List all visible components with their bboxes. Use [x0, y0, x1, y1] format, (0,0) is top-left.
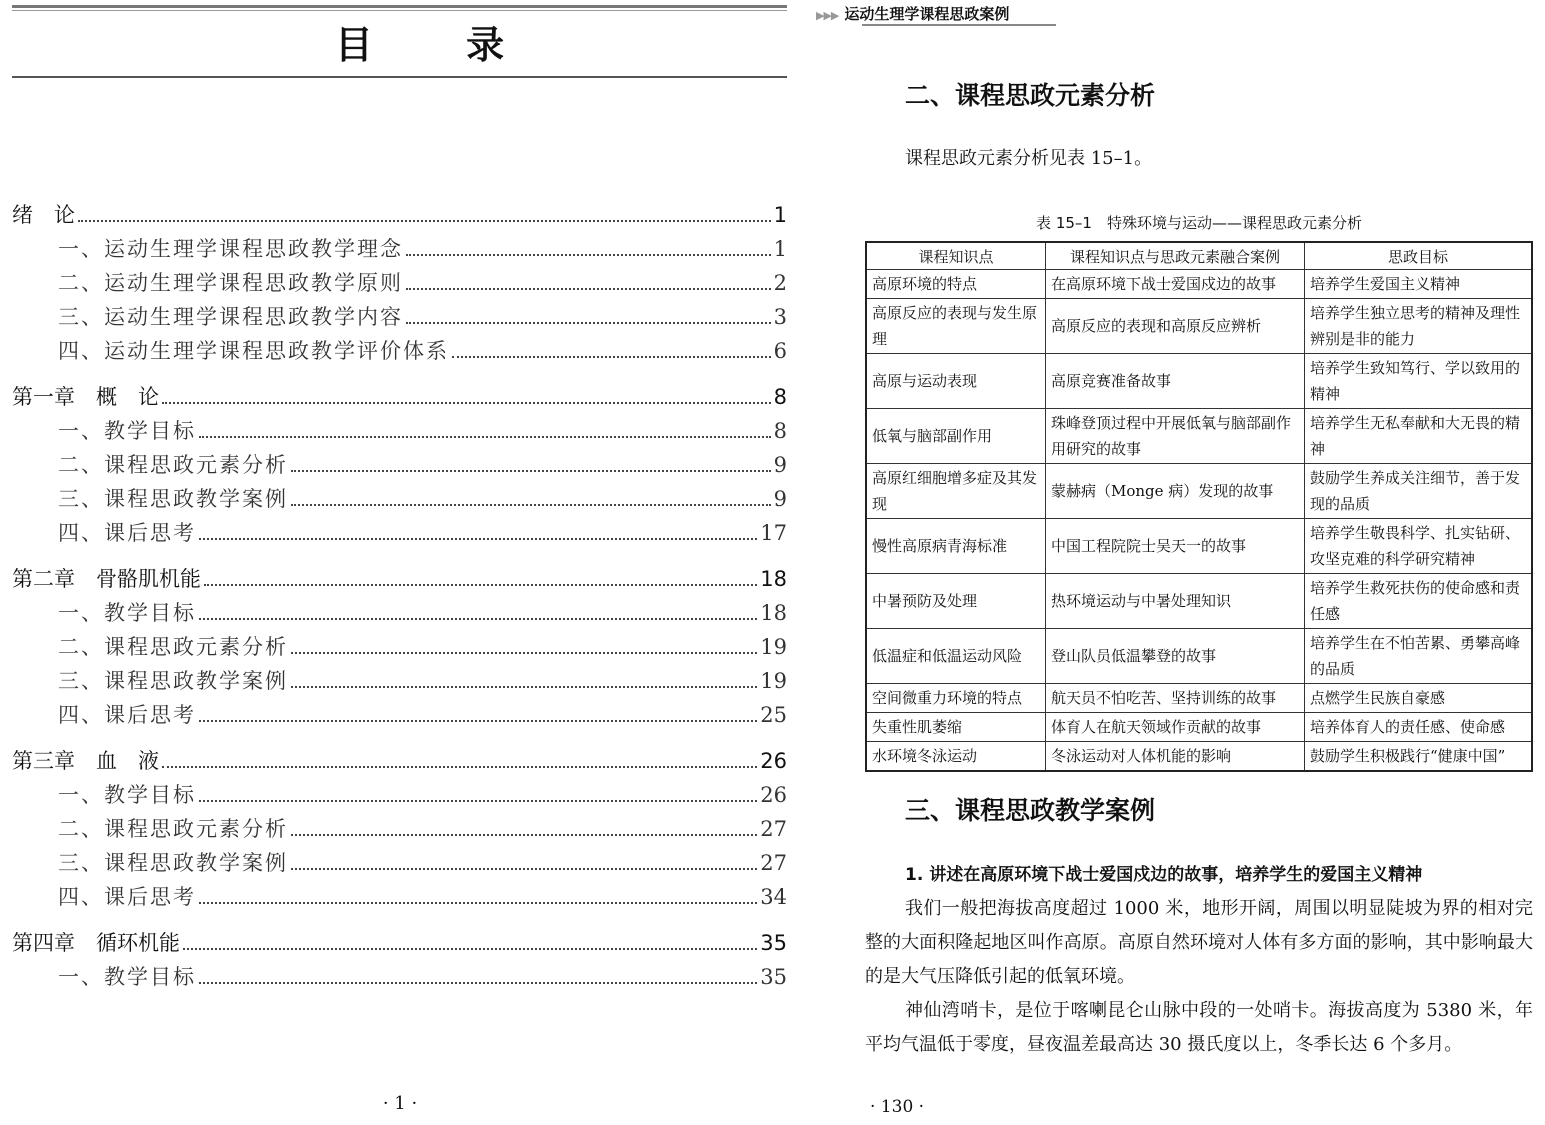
table-caption: 表 15–1 特殊环境与运动——课程思政元素分析: [1036, 214, 1362, 232]
toc-entry-title: 第四章 循环机能: [12, 931, 180, 955]
toc-title: 目 录: [334, 23, 545, 67]
toc-entry-title: 一、运动生理学课程思政教学理念: [58, 237, 403, 261]
table-cell: 培养学生无私奉献和大无畏的精神: [1305, 409, 1533, 464]
intro-text: 课程思政元素分析见表 15–1。: [905, 148, 1153, 169]
toc-page-number: 1: [773, 203, 787, 227]
table-cell: 珠峰登顶过程中开展低氧与脑部副作用研究的故事: [1046, 409, 1305, 464]
toc-section-entry: [12, 596, 787, 630]
toc-chapter-entry: [12, 926, 787, 960]
toc-entry-title: 三、运动生理学课程思政教学内容: [58, 305, 403, 329]
body-paragraph: 神仙湾哨卡，是位于喀喇昆仑山脉中段的一处哨卡。海拔高度为 5380 米，年平均气温低于零度，昼夜温差最高达 30 摄氏度以上，冬季长达 6 个多月。: [865, 1000, 1533, 1055]
table-cell: 水环境冬泳运动: [866, 742, 1046, 772]
toc-chapter-entry: [12, 562, 787, 596]
toc-page-number: 3: [773, 305, 787, 329]
toc-section-entry: [12, 960, 787, 994]
table-header-row: [866, 242, 1532, 270]
section-heading-2: 二、课程思政元素分析: [905, 81, 1156, 110]
toc-entry-title: 绪 论: [12, 203, 75, 227]
toc-entry-title: 三、课程思政教学案例: [58, 669, 288, 693]
toc-section-entry: [12, 300, 787, 334]
toc-page-number: 26: [760, 749, 787, 773]
toc-leader-dots: [291, 685, 757, 688]
right-page: [800, 0, 1545, 1125]
title-rule: [12, 76, 787, 78]
table-cell: 高原环境的特点: [866, 270, 1046, 299]
table-cell: 高原红细胞增多症及其发现: [866, 464, 1046, 519]
toc-leader-dots: [199, 719, 757, 722]
toc-section-entry: [12, 482, 787, 516]
toc-entry-title: 第一章 概 论: [12, 385, 159, 409]
toc-leader-dots: [162, 765, 757, 768]
toc-leader-dots: [291, 867, 757, 870]
toc-leader-dots: [291, 469, 771, 472]
toc-page-number: 9: [773, 487, 787, 511]
toc-entry-title: 一、教学目标: [58, 965, 196, 989]
table-cell: 低温症和低温运动风险: [866, 629, 1046, 684]
toc-page-number: 25: [760, 703, 787, 727]
table-row: [866, 519, 1532, 574]
table-row: [866, 299, 1532, 354]
toc-page-number: 17: [760, 521, 787, 545]
table-row: [866, 409, 1532, 464]
running-head-text: 运动生理学课程思政案例: [844, 5, 1010, 23]
table-row: [866, 464, 1532, 519]
running-head: [816, 3, 1009, 24]
top-rule-thin: [12, 10, 787, 11]
toc-leader-dots: [199, 537, 757, 540]
toc-page-number: 18: [760, 601, 787, 625]
toc-section-entry: [12, 812, 787, 846]
toc-leader-dots: [199, 981, 757, 984]
case-title: 1. 讲述在高原环境下战士爱国戍边的故事，培养学生的爱国主义精神: [905, 865, 1423, 885]
toc-chapter-entry: [12, 744, 787, 778]
table-cell: 培养学生致知笃行、学以致用的精神: [1305, 354, 1533, 409]
table-cell: 热环境运动与中暑处理知识: [1046, 574, 1305, 629]
toc-leader-dots: [199, 901, 757, 904]
toc-page-number: 1: [773, 237, 787, 261]
table-cell: 低氧与脑部副作用: [866, 409, 1046, 464]
toc-leader-dots: [291, 503, 771, 506]
toc-section-entry: [12, 698, 787, 732]
table-row: [866, 742, 1532, 772]
table-cell: 空间微重力环境的特点: [866, 684, 1046, 713]
toc-entry-title: 第二章 骨骼肌机能: [12, 567, 201, 591]
toc-page-number: 18: [760, 567, 787, 591]
table-cell: 慢性高原病青海标准: [866, 519, 1046, 574]
table-cell: 高原与运动表现: [866, 354, 1046, 409]
toc-entry-title: 四、运动生理学课程思政教学评价体系: [58, 339, 449, 363]
toc-section-entry: [12, 266, 787, 300]
toc-leader-dots: [452, 355, 771, 358]
table-cell: 点燃学生民族自豪感: [1305, 684, 1533, 713]
table-cell: 培养学生在不怕苦累、勇攀高峰的品质: [1305, 629, 1533, 684]
toc-page-number: 9: [773, 453, 787, 477]
toc-entry-title: 二、课程思政元素分析: [58, 635, 288, 659]
triple-arrow-icon: ▶▶▶: [816, 9, 839, 22]
body-paragraph: 我们一般把海拔高度超过 1000 米，地形开阔，周围以明显陡坡为界的相对完整的大面积隆起地区叫作高原。高原自然环境对人体有多方面的影响，其中影响最大的是大气压降低引起的低氧环境。: [865, 898, 1533, 987]
table-cell: 鼓励学生积极践行“健康中国”: [1305, 742, 1533, 772]
section-heading-3: 三、课程思政教学案例: [905, 796, 1156, 825]
toc-entry-title: 三、课程思政教学案例: [58, 851, 288, 875]
toc-page-number: 8: [773, 385, 787, 409]
toc-leader-dots: [406, 253, 771, 256]
table-row: [866, 574, 1532, 629]
toc-entry-title: 四、课后思考: [58, 703, 196, 727]
table-cell: 航天员不怕吃苦、坚持训练的故事: [1046, 684, 1305, 713]
toc-page-number: 34: [760, 885, 787, 909]
table-header-cell: 思政目标: [1305, 242, 1533, 270]
toc-leader-dots: [406, 321, 771, 324]
toc-page-number: 26: [760, 783, 787, 807]
toc-section-entry: [12, 448, 787, 482]
toc-leader-dots: [291, 651, 757, 654]
table-cell: 冬泳运动对人体机能的影响: [1046, 742, 1305, 772]
table-cell: 鼓励学生养成关注细节，善于发现的品质: [1305, 464, 1533, 519]
toc-section-entry: [12, 846, 787, 880]
toc-page-number: 27: [760, 851, 787, 875]
toc-section-entry: [12, 334, 787, 368]
toc-section-entry: [12, 778, 787, 812]
table-cell: 培养学生救死扶伤的使命感和责任感: [1305, 574, 1533, 629]
ideology-elements-table: [865, 241, 1533, 772]
page-number-right: · 130 ·: [870, 1097, 925, 1117]
toc-section-entry: [12, 630, 787, 664]
toc-entry-title: 四、课后思考: [58, 521, 196, 545]
toc-leader-dots: [204, 583, 757, 586]
toc-entry-title: 三、课程思政教学案例: [58, 487, 288, 511]
top-rule: [12, 5, 787, 8]
toc-leader-dots: [162, 401, 771, 404]
toc-section-entry: [12, 414, 787, 448]
table-body: [866, 270, 1532, 772]
toc-section-entry: [12, 880, 787, 914]
toc-page-number: 19: [760, 669, 787, 693]
toc-page-number: 2: [773, 271, 787, 295]
toc-entry-title: 一、教学目标: [58, 601, 196, 625]
toc-entry-title: 第三章 血 液: [12, 749, 159, 773]
toc-page-number: 8: [773, 419, 787, 443]
table-cell: 培养学生独立思考的精神及理性辨别是非的能力: [1305, 299, 1533, 354]
table-cell: 高原反应的表现与发生原理: [866, 299, 1046, 354]
toc-entry-title: 二、课程思政元素分析: [58, 817, 288, 841]
table-cell: 高原反应的表现和高原反应辨析: [1046, 299, 1305, 354]
toc-page-number: 35: [760, 931, 787, 955]
toc-page-number: 27: [760, 817, 787, 841]
table-row: [866, 684, 1532, 713]
toc-entry-title: 二、课程思政元素分析: [58, 453, 288, 477]
toc-section-entry: [12, 516, 787, 550]
table-row: [866, 354, 1532, 409]
table-row: [866, 270, 1532, 299]
toc-entry-title: 一、教学目标: [58, 783, 196, 807]
table-cell: 培养学生爱国主义精神: [1305, 270, 1533, 299]
table-cell: 培养学生敬畏科学、扎实钻研、攻坚克难的科学研究精神: [1305, 519, 1533, 574]
table-row: [866, 713, 1532, 742]
toc-page-number: 35: [760, 965, 787, 989]
toc-chapter-entry: [12, 198, 787, 232]
toc-chapter-entry: [12, 380, 787, 414]
toc-leader-dots: [183, 947, 757, 950]
toc-page-number: 19: [760, 635, 787, 659]
toc-leader-dots: [199, 435, 771, 438]
toc-section-entry: [12, 232, 787, 266]
toc-page-number: 6: [773, 339, 787, 363]
toc-entry-title: 一、教学目标: [58, 419, 196, 443]
table-row: [866, 629, 1532, 684]
table-cell: 登山队员低温攀登的故事: [1046, 629, 1305, 684]
toc-entry-title: 四、课后思考: [58, 885, 196, 909]
table-header-cell: 课程知识点: [866, 242, 1046, 270]
toc-leader-dots: [78, 219, 771, 222]
table-of-contents: [12, 198, 787, 994]
toc-leader-dots: [406, 287, 771, 290]
toc-section-entry: [12, 664, 787, 698]
table-cell: 体育人在航天领域作贡献的故事: [1046, 713, 1305, 742]
toc-leader-dots: [199, 799, 757, 802]
toc-leader-dots: [291, 833, 757, 836]
table-cell: 蒙赫病（Monge 病）发现的故事: [1046, 464, 1305, 519]
page-number-left: · 1 ·: [382, 1093, 418, 1114]
table-cell: 中国工程院院士吴天一的故事: [1046, 519, 1305, 574]
table-cell: 中暑预防及处理: [866, 574, 1046, 629]
table-cell: 培养体育人的责任感、使命感: [1305, 713, 1533, 742]
toc-entry-title: 二、运动生理学课程思政教学原则: [58, 271, 403, 295]
table-cell: 在高原环境下战士爱国戍边的故事: [1046, 270, 1305, 299]
table-cell: 高原竞赛准备故事: [1046, 354, 1305, 409]
toc-leader-dots: [199, 617, 757, 620]
table-header-cell: 课程知识点与思政元素融合案例: [1046, 242, 1305, 270]
table-cell: 失重性肌萎缩: [866, 713, 1046, 742]
running-head-rule: [862, 24, 1056, 26]
